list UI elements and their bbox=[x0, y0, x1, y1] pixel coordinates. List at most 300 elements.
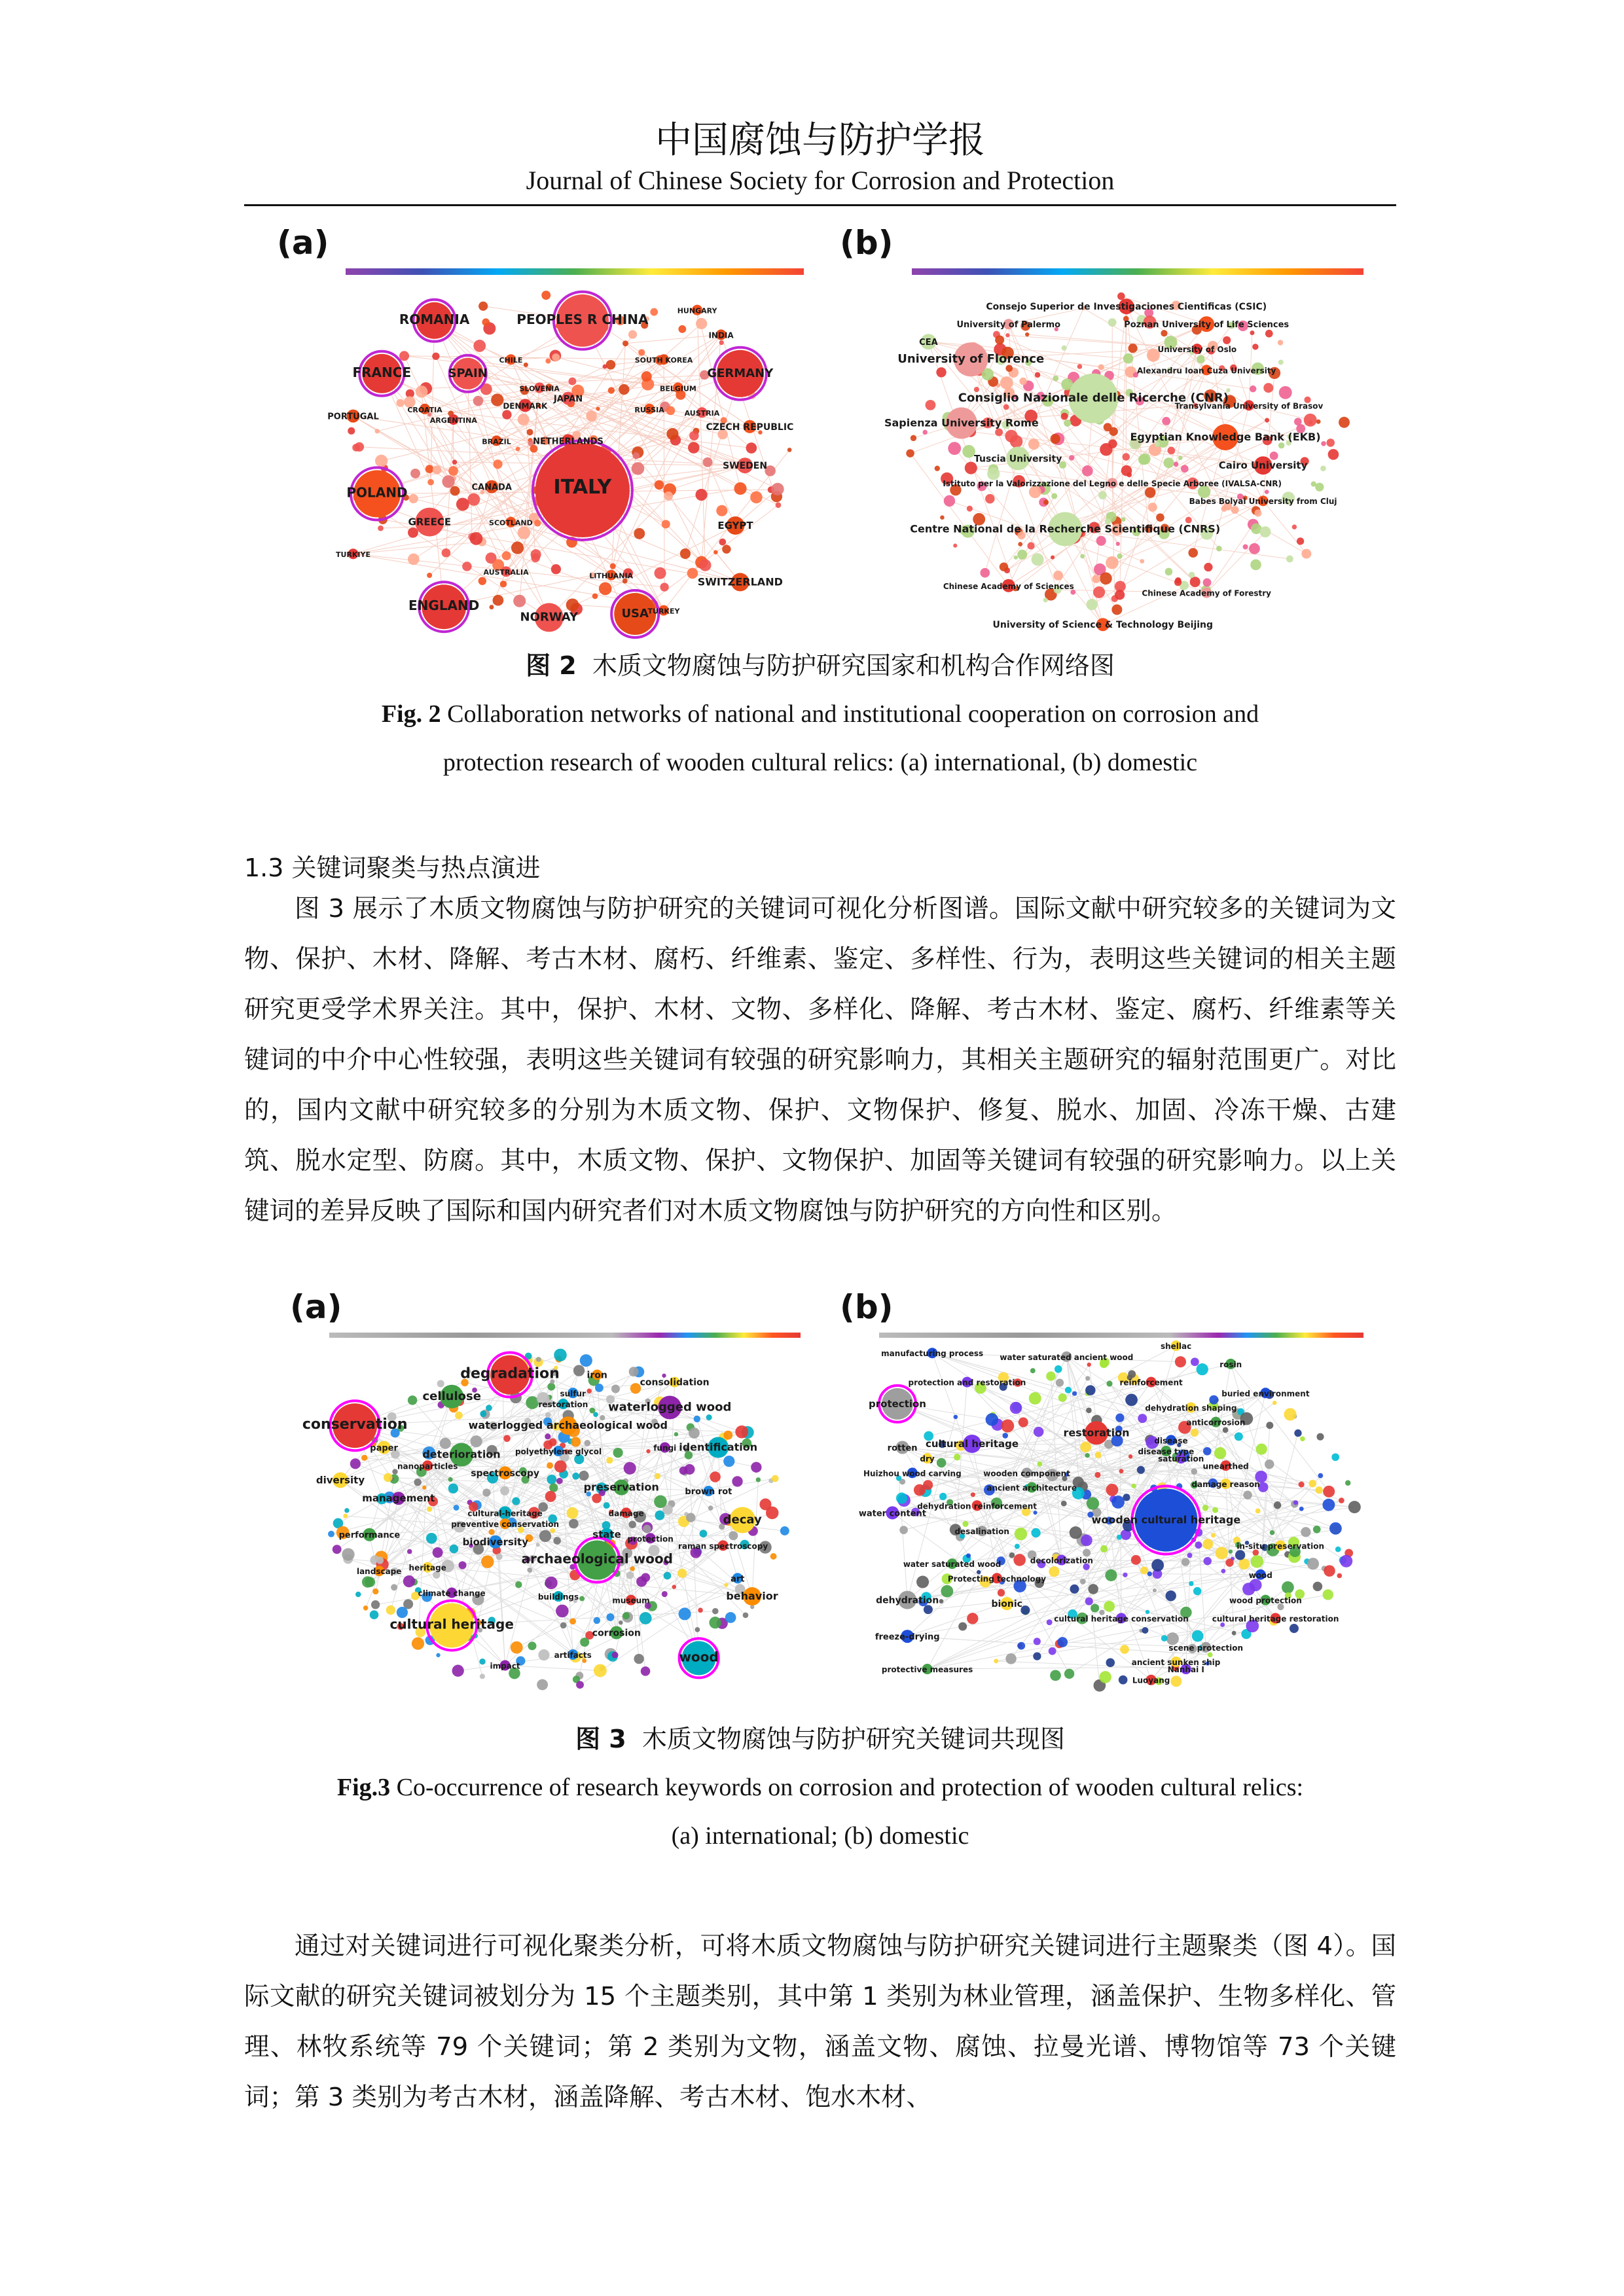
f2b-minor-node bbox=[1278, 340, 1283, 345]
f3b-minor-node bbox=[1299, 1507, 1304, 1511]
f2a-minor-node bbox=[623, 340, 628, 346]
f3a-minor-node bbox=[547, 1462, 553, 1469]
f3a-node-label: art bbox=[731, 1574, 745, 1585]
f2a-minor-node bbox=[660, 583, 668, 591]
f3a-minor-node bbox=[689, 1427, 700, 1439]
f3a-node-label: heritage bbox=[408, 1563, 446, 1573]
f3b-node-label: cultural heritage conservation bbox=[1054, 1614, 1189, 1624]
f2b-minor-node bbox=[1061, 413, 1068, 420]
f2a-link bbox=[353, 542, 482, 554]
f2b-node-label: Sapienza University Rome bbox=[884, 416, 1039, 429]
f2a-minor-node bbox=[666, 428, 678, 440]
f3b-minor-node bbox=[1170, 1676, 1182, 1687]
fig3-caption-cn-number: 图 3 bbox=[575, 1725, 626, 1753]
f3b-minor-node bbox=[1313, 1526, 1321, 1534]
f3a-minor-node bbox=[433, 1547, 443, 1558]
f2b-minor-node bbox=[1326, 439, 1335, 447]
f3b-node-label: ancient architecture bbox=[986, 1483, 1077, 1493]
f3a-minor-node bbox=[414, 1479, 422, 1486]
f3a-minor-node bbox=[333, 1545, 342, 1554]
f3a-minor-node bbox=[403, 1575, 415, 1587]
f3a-minor-node bbox=[426, 1533, 437, 1544]
f3b-minor-node bbox=[1202, 1539, 1213, 1549]
f3b-minor-node bbox=[986, 1413, 998, 1426]
f2a-node-label: JAPAN bbox=[553, 394, 583, 404]
f2a-minor-node bbox=[608, 387, 615, 393]
f2b-minor-node bbox=[1190, 577, 1200, 587]
f3a-minor-node bbox=[606, 1457, 613, 1463]
f2b-minor-node bbox=[1093, 586, 1105, 598]
f2a-minor-node bbox=[641, 371, 652, 382]
f3b-minor-node bbox=[1029, 1392, 1041, 1405]
f3a-minor-node bbox=[536, 1357, 541, 1362]
f2a-minor-node bbox=[348, 427, 355, 435]
f2b-minor-node bbox=[1017, 550, 1027, 560]
f3b-minor-node bbox=[1061, 1501, 1067, 1507]
f3b-minor-node bbox=[1019, 1417, 1028, 1427]
f3b-minor-node bbox=[1308, 1480, 1316, 1488]
f2a-node-label: ARGENTINA bbox=[429, 416, 477, 425]
f2a-minor-node bbox=[633, 452, 640, 459]
f3a-minor-node bbox=[376, 1556, 384, 1564]
f2a-node-label: ROMANIA bbox=[399, 311, 470, 327]
f3a-minor-node bbox=[772, 1475, 779, 1482]
f3b-minor-node bbox=[1080, 1441, 1091, 1452]
f3b-node-label: water saturated wood bbox=[903, 1560, 1001, 1570]
fig3b-network bbox=[858, 1338, 1370, 1702]
f2a-minor-node bbox=[680, 548, 691, 559]
f3b-minor-node bbox=[1125, 1393, 1138, 1406]
f3a-node-label: deterioration bbox=[422, 1448, 501, 1461]
f2b-minor-node bbox=[1053, 571, 1063, 581]
fig3-panel-a-label: (a) bbox=[290, 1288, 342, 1326]
f3a-node-label: polyethylene glycol bbox=[514, 1447, 602, 1457]
section-paragraph-1-block bbox=[244, 884, 1396, 1236]
f3a-minor-node bbox=[723, 1456, 734, 1467]
f2b-minor-node bbox=[1339, 417, 1350, 428]
f3a-minor-node bbox=[593, 1412, 598, 1417]
f2b-minor-node bbox=[1051, 434, 1060, 444]
fig3-panel-b bbox=[833, 1283, 1396, 1702]
f3b-minor-node bbox=[939, 1493, 947, 1500]
f2b-minor-node bbox=[1000, 562, 1009, 571]
f2b-minor-node bbox=[1111, 604, 1122, 615]
f3a-node-label: spectroscopy bbox=[471, 1468, 539, 1479]
f2b-minor-node bbox=[967, 505, 973, 511]
f3a-minor-node bbox=[700, 1530, 708, 1537]
f3b-minor-node bbox=[994, 1659, 998, 1663]
f2b-minor-node bbox=[1265, 490, 1269, 494]
f3b-minor-node bbox=[1005, 1653, 1017, 1664]
f2b-minor-node bbox=[980, 568, 990, 578]
f2b-minor-node bbox=[1077, 364, 1083, 369]
f2b-minor-node bbox=[1279, 386, 1292, 399]
f2a-minor-node bbox=[678, 325, 686, 333]
f3b-node-label: dehydration bbox=[876, 1595, 939, 1606]
f2b-minor-node bbox=[926, 400, 936, 410]
f3b-minor-node bbox=[1265, 1460, 1274, 1469]
f3b-minor-node bbox=[1323, 1486, 1335, 1498]
f3b-node-label: dehydration shaping bbox=[1145, 1403, 1237, 1413]
f2a-minor-node bbox=[378, 526, 384, 531]
f2b-minor-node bbox=[1250, 560, 1261, 571]
f2b-minor-node bbox=[1117, 293, 1125, 300]
f2b-minor-node bbox=[1123, 353, 1134, 364]
f3b-minor-node bbox=[916, 1575, 929, 1588]
f3a-minor-node bbox=[539, 1530, 551, 1542]
f2b-minor-node bbox=[1035, 372, 1041, 378]
figure-2 bbox=[244, 216, 1396, 635]
f2b-minor-node bbox=[1106, 556, 1119, 569]
f2b-minor-node bbox=[1188, 548, 1198, 558]
f2b-minor-node bbox=[1025, 332, 1029, 336]
f2b-minor-node bbox=[1128, 344, 1137, 353]
f3a-minor-node bbox=[363, 1605, 369, 1611]
f2b-minor-node bbox=[1117, 553, 1122, 558]
f2a-minor-node bbox=[650, 308, 658, 316]
f3a-minor-node bbox=[629, 1367, 639, 1376]
f3b-minor-node bbox=[1106, 1658, 1115, 1667]
f3b-minor-node bbox=[1166, 1590, 1176, 1601]
f3a-node-label: cultural-heritage bbox=[467, 1509, 543, 1518]
f2a-minor-node bbox=[408, 554, 420, 565]
f2b-minor-node bbox=[1051, 493, 1057, 499]
f3b-node-label: protection and restoration bbox=[908, 1378, 1026, 1388]
f2b-node-label: Egyptian Knowledge Bank (EKB) bbox=[1130, 431, 1321, 443]
f3a-minor-node bbox=[372, 1588, 378, 1594]
f2b-minor-node bbox=[1250, 331, 1254, 335]
f2a-minor-node bbox=[787, 448, 792, 452]
f2b-minor-node bbox=[1018, 542, 1022, 547]
f3b-minor-node bbox=[1187, 1552, 1193, 1558]
f3a-minor-node bbox=[344, 1508, 349, 1513]
f3a-node-label: impact bbox=[490, 1661, 520, 1671]
f3b-minor-node bbox=[1013, 1554, 1026, 1566]
f2b-minor-node bbox=[1294, 418, 1302, 425]
f3b-node-label: ancient sunken ship bbox=[1131, 1657, 1221, 1667]
f2a-minor-node bbox=[355, 442, 364, 452]
f3a-minor-node bbox=[630, 1566, 635, 1571]
fig3-panel-b-label: (b) bbox=[840, 1288, 893, 1326]
f3b-node-label: Protecting technology bbox=[947, 1574, 1047, 1584]
f2a-minor-node bbox=[534, 520, 541, 527]
f3b-minor-node bbox=[1235, 1432, 1243, 1441]
f3b-minor-node bbox=[1195, 1541, 1202, 1549]
f2b-minor-node bbox=[1174, 461, 1179, 467]
f3a-minor-node bbox=[576, 1681, 584, 1689]
f2b-minor-node bbox=[1082, 465, 1093, 476]
f2a-minor-node bbox=[719, 340, 724, 345]
f3a-minor-node bbox=[422, 1486, 426, 1490]
f3b-minor-node bbox=[1322, 1499, 1335, 1511]
f3b-minor-node bbox=[1085, 1376, 1090, 1380]
f2a-minor-node bbox=[699, 559, 711, 571]
f2b-minor-node bbox=[1254, 509, 1261, 516]
f2a-node-label: SOUTH KOREA bbox=[634, 356, 693, 365]
f3b-minor-node bbox=[1132, 1484, 1136, 1488]
f3a-node-label: climate change bbox=[418, 1588, 486, 1598]
f3a-minor-node bbox=[623, 1612, 630, 1619]
f3b-minor-node bbox=[941, 1585, 953, 1598]
f3b-minor-node bbox=[954, 1415, 958, 1420]
f2a-minor-node bbox=[408, 528, 418, 538]
f3a-minor-node bbox=[450, 1545, 458, 1553]
f2b-minor-node bbox=[1250, 386, 1256, 392]
f3a-minor-node bbox=[436, 1653, 440, 1657]
f3b-minor-node bbox=[1211, 1533, 1216, 1537]
f3a-minor-node bbox=[560, 1622, 567, 1628]
f3a-minor-node bbox=[547, 1475, 556, 1484]
f3b-minor-node bbox=[1266, 1422, 1273, 1429]
f3b-minor-node bbox=[1086, 1407, 1092, 1413]
f3b-minor-node bbox=[1085, 1597, 1093, 1605]
f2a-minor-node bbox=[516, 446, 520, 451]
f2a-node-label: AUSTRALIA bbox=[483, 568, 529, 577]
f3b-node-label: rosin bbox=[1219, 1359, 1242, 1369]
f3a-minor-node bbox=[489, 1529, 495, 1535]
f3b-minor-node bbox=[1117, 1535, 1122, 1540]
f3a-link bbox=[752, 1480, 758, 1596]
f3a-node-label: artifacts bbox=[554, 1650, 592, 1660]
f3a-minor-node bbox=[452, 1665, 464, 1677]
section-paragraph-2-block bbox=[244, 1921, 1396, 2123]
f3a-minor-node bbox=[595, 1384, 604, 1392]
f2a-node-label: CHILE bbox=[499, 356, 523, 365]
f2b-minor-node bbox=[936, 367, 946, 377]
f3a-minor-node bbox=[655, 1473, 660, 1479]
f3a-node-label: degradation bbox=[460, 1365, 560, 1382]
f3b-minor-node bbox=[1323, 1589, 1333, 1600]
f3a-minor-node bbox=[592, 1494, 602, 1503]
f2a-minor-node bbox=[433, 465, 441, 474]
f3b-minor-node bbox=[958, 1622, 967, 1630]
f2b-minor-node bbox=[1104, 423, 1112, 431]
f3b-minor-node bbox=[1339, 1498, 1344, 1503]
f3a-minor-node bbox=[448, 1477, 453, 1482]
f3a-minor-node bbox=[641, 1666, 651, 1676]
f3a-minor-node bbox=[527, 1568, 532, 1573]
f3a-minor-node bbox=[569, 1519, 579, 1529]
f3a-minor-node bbox=[594, 1664, 607, 1677]
f2b-minor-node bbox=[1051, 556, 1055, 560]
f3b-minor-node bbox=[1147, 1571, 1152, 1576]
f3a-minor-node bbox=[440, 1438, 451, 1449]
f2b-minor-node bbox=[1108, 318, 1117, 327]
f3a-minor-node bbox=[572, 1473, 579, 1480]
f3a-minor-node bbox=[427, 1507, 432, 1512]
f2b-minor-node bbox=[1292, 524, 1297, 529]
f2a-node-label: CROATIA bbox=[407, 405, 442, 414]
f3b-minor-node bbox=[1189, 1581, 1193, 1586]
f3a-node-label: decay bbox=[723, 1513, 762, 1527]
f2b-minor-node bbox=[1098, 491, 1107, 499]
f3b-minor-node bbox=[937, 1458, 946, 1467]
f2a-minor-node bbox=[734, 482, 746, 495]
f3b-minor-node bbox=[1214, 1447, 1226, 1459]
f2b-minor-node bbox=[1148, 503, 1157, 512]
f3b-minor-node bbox=[1123, 1573, 1127, 1577]
f3a-minor-node bbox=[554, 1349, 567, 1362]
f3b-minor-node bbox=[1099, 1671, 1111, 1683]
f3a-minor-node bbox=[481, 1556, 494, 1568]
journal-title-en: Journal of Chinese Society for Corrosion and Protection bbox=[526, 166, 1115, 195]
f2a-minor-node bbox=[662, 520, 670, 528]
f2b-minor-node bbox=[1278, 442, 1285, 449]
f3b-minor-node bbox=[1348, 1501, 1361, 1513]
f3a-minor-node bbox=[706, 1414, 712, 1420]
f2b-minor-node bbox=[1069, 455, 1074, 460]
f2a-minor-node bbox=[410, 469, 420, 478]
f2a-node-label: SWEDEN bbox=[723, 461, 768, 472]
f3b-node-label: saturation bbox=[1158, 1454, 1204, 1464]
f3a-node-label: behavior bbox=[726, 1590, 778, 1603]
f3a-node-label: iron bbox=[586, 1370, 607, 1381]
f2b-node-label: Centre National de la Recherche Scientifique (CNRS) bbox=[910, 522, 1221, 535]
f2a-minor-node bbox=[399, 351, 409, 361]
f2b-minor-node bbox=[1328, 449, 1339, 460]
f3b-minor-node bbox=[1293, 1500, 1298, 1505]
f3a-minor-node bbox=[480, 1410, 486, 1417]
f3b-minor-node bbox=[1243, 1491, 1252, 1500]
f3b-minor-node bbox=[1161, 1635, 1168, 1641]
f2b-minor-node bbox=[1116, 542, 1120, 546]
f3a-minor-node bbox=[679, 1607, 691, 1620]
f2a-node-label: LITHUANIA bbox=[589, 571, 634, 581]
f3b-minor-node bbox=[899, 1526, 908, 1534]
f2a-minor-node bbox=[746, 442, 757, 454]
f2a-minor-node bbox=[776, 502, 782, 508]
f3b-minor-node bbox=[939, 1599, 944, 1604]
fig3-panel-a bbox=[244, 1283, 807, 1702]
f2a-minor-node bbox=[489, 605, 494, 609]
f2b-minor-node bbox=[953, 544, 957, 548]
f3a-node-label: buildings bbox=[537, 1592, 579, 1602]
f2a-minor-node bbox=[586, 410, 597, 422]
f3b-minor-node bbox=[1202, 1505, 1208, 1511]
f3b-minor-node bbox=[1193, 1587, 1201, 1595]
f3b-minor-node bbox=[1290, 1624, 1299, 1633]
f2a-minor-node bbox=[750, 492, 763, 504]
f2a-node-label: BELGIUM bbox=[659, 384, 696, 393]
f3a-minor-node bbox=[412, 1638, 424, 1650]
f3a-minor-node bbox=[766, 1507, 778, 1519]
f2a-minor-node bbox=[596, 406, 600, 410]
fig2-caption-en-number: Fig. 2 bbox=[381, 700, 441, 728]
f3b-minor-node bbox=[1105, 1570, 1117, 1581]
f2a-minor-node bbox=[569, 378, 577, 386]
f3a-node-label: conservation bbox=[302, 1416, 408, 1433]
f2a-minor-node bbox=[473, 340, 486, 352]
f2a-node-label: CANADA bbox=[471, 482, 512, 493]
f3a-minor-node bbox=[594, 1617, 601, 1624]
fig2-panel-a-label: (a) bbox=[277, 224, 329, 262]
f3a-node-label: management bbox=[362, 1492, 435, 1505]
f3a-minor-node bbox=[480, 1674, 485, 1679]
f2b-minor-node bbox=[1027, 542, 1034, 549]
f3b-minor-node bbox=[1034, 1511, 1038, 1515]
f3a-minor-node bbox=[628, 1520, 636, 1528]
fig2-caption-cn-number: 图 2 bbox=[526, 651, 577, 680]
f3b-minor-node bbox=[1087, 1497, 1099, 1509]
f3b-minor-node bbox=[1031, 1528, 1040, 1537]
f3a-node-label: nanoparticles bbox=[397, 1462, 458, 1471]
f3b-minor-node bbox=[1106, 1380, 1112, 1386]
f2a-minor-node bbox=[527, 429, 533, 435]
f2b-minor-node bbox=[1028, 439, 1039, 450]
f3a-node-label: archaeological wood bbox=[521, 1551, 673, 1567]
f3a-minor-node bbox=[528, 1641, 536, 1650]
f3a-minor-node bbox=[732, 1476, 742, 1486]
f3b-link bbox=[972, 1444, 1001, 1593]
f3b-node-label: water saturated ancient wood bbox=[1000, 1352, 1134, 1362]
section-paragraph-1: 图 3 展示了木质文物腐蚀与防护研究的关键词可视化分析图谱。国际文献中研究较多的关键词为文物、保护、木材、降解、考古木材、腐朽、纤维素、鉴定、多样性、行为，表明这些关键词的相关主题研究更受学术界关注。其中，保护、木材、文物、多样化、降解、考古木材、鉴定、腐朽、纤维素等关键词的中介中心性较强，表明这些关键词有较强的研究影响力，其相关主题研究的辐射范围更广。对比的，国内文献中研究较多的分别为木质文物、保护、文物保护、修复、脱水、加固、冷冻干燥、古建筑、脱水定型、防腐。其中，木质文物、保护、文物保护、加固等关键词有较强的研究影响力。以上关键词的差异反映了国际和国内研究者们对木质文物腐蚀与防护研究的方向性和区别。 bbox=[244, 894, 1396, 1226]
f3b-minor-node bbox=[1251, 1555, 1263, 1568]
f3a-node-label: cultural heritage bbox=[389, 1616, 514, 1632]
f2b-minor-node bbox=[1005, 430, 1017, 442]
f2a-node-label: TURKEY bbox=[647, 607, 680, 616]
f3a-minor-node bbox=[584, 1440, 590, 1446]
f2b-minor-node bbox=[1315, 482, 1324, 491]
f3b-minor-node bbox=[1256, 1443, 1267, 1454]
f3a-minor-node bbox=[677, 1569, 687, 1578]
f2a-node-label: INDIA bbox=[708, 331, 734, 340]
f3b-minor-node bbox=[1272, 1401, 1277, 1405]
f2a-minor-node bbox=[545, 358, 550, 363]
f2b-minor-node bbox=[1286, 555, 1293, 562]
f2b-minor-node bbox=[1121, 465, 1132, 476]
f2a-node-label: SCOTLAND bbox=[489, 518, 533, 528]
f3a-minor-node bbox=[545, 1491, 556, 1502]
header-rule bbox=[244, 204, 1396, 206]
section-heading: 1.3 关键词聚类与热点演进 bbox=[244, 853, 541, 882]
f2b-minor-node bbox=[1003, 404, 1009, 410]
f2a-node-label: USA bbox=[621, 607, 649, 620]
f2b-minor-node bbox=[987, 467, 1000, 480]
f2a-minor-node bbox=[654, 567, 666, 579]
f2a-minor-node bbox=[500, 581, 507, 587]
f3a-minor-node bbox=[515, 1581, 522, 1588]
f2b-minor-node bbox=[1265, 418, 1269, 422]
f3a-minor-node bbox=[612, 1652, 619, 1659]
f3b-minor-node bbox=[1128, 1454, 1132, 1458]
f3b-minor-node bbox=[1197, 1363, 1208, 1375]
f3b-minor-node bbox=[1191, 1468, 1198, 1475]
f3b-minor-node bbox=[1010, 1402, 1022, 1414]
f2b-link bbox=[1263, 501, 1307, 554]
f2b-minor-node bbox=[940, 515, 945, 520]
f3b-minor-node bbox=[1100, 1545, 1108, 1552]
section-paragraph-2: 通过对关键词进行可视化聚类分析，可将木质文物腐蚀与防护研究关键词进行主题聚类（图 4）。国际文献的研究关键词被划分为 15 个主题类别，其中第 1 类别为林业管理，涵盖保护、生物多样化、管理、林牧系统等 79 个关键词；第 2 类别为文物，涵盖文物、腐蚀、拉曼光谱、博物馆等 73 个关键词；第 3 类别为考古木材，涵盖降解、考古木材、饱水木材、 bbox=[244, 1931, 1396, 2112]
f3a-minor-node bbox=[580, 1638, 589, 1647]
f3a-minor-node bbox=[437, 1380, 444, 1387]
f3a-minor-node bbox=[458, 1561, 466, 1569]
f2a-minor-node bbox=[655, 480, 664, 490]
f2b-link bbox=[949, 501, 1206, 592]
f2b-link bbox=[1009, 496, 1055, 586]
f3b-node-label: in-situ preservation bbox=[1236, 1541, 1325, 1551]
f2b-minor-node bbox=[944, 495, 955, 507]
f2a-minor-node bbox=[448, 466, 458, 476]
f2b-node-label: Chinese Academy of Forestry bbox=[1142, 588, 1272, 598]
f3b-minor-node bbox=[1034, 1638, 1041, 1645]
f3b-minor-node bbox=[1307, 1558, 1319, 1570]
f2b-minor-node bbox=[1156, 513, 1164, 522]
f2b-minor-node bbox=[1320, 465, 1326, 471]
f3a-minor-node bbox=[545, 1433, 550, 1439]
f2b-minor-node bbox=[1098, 364, 1104, 370]
f3a-minor-node bbox=[407, 1549, 412, 1554]
f3b-node-label: damage reason bbox=[1191, 1480, 1260, 1489]
